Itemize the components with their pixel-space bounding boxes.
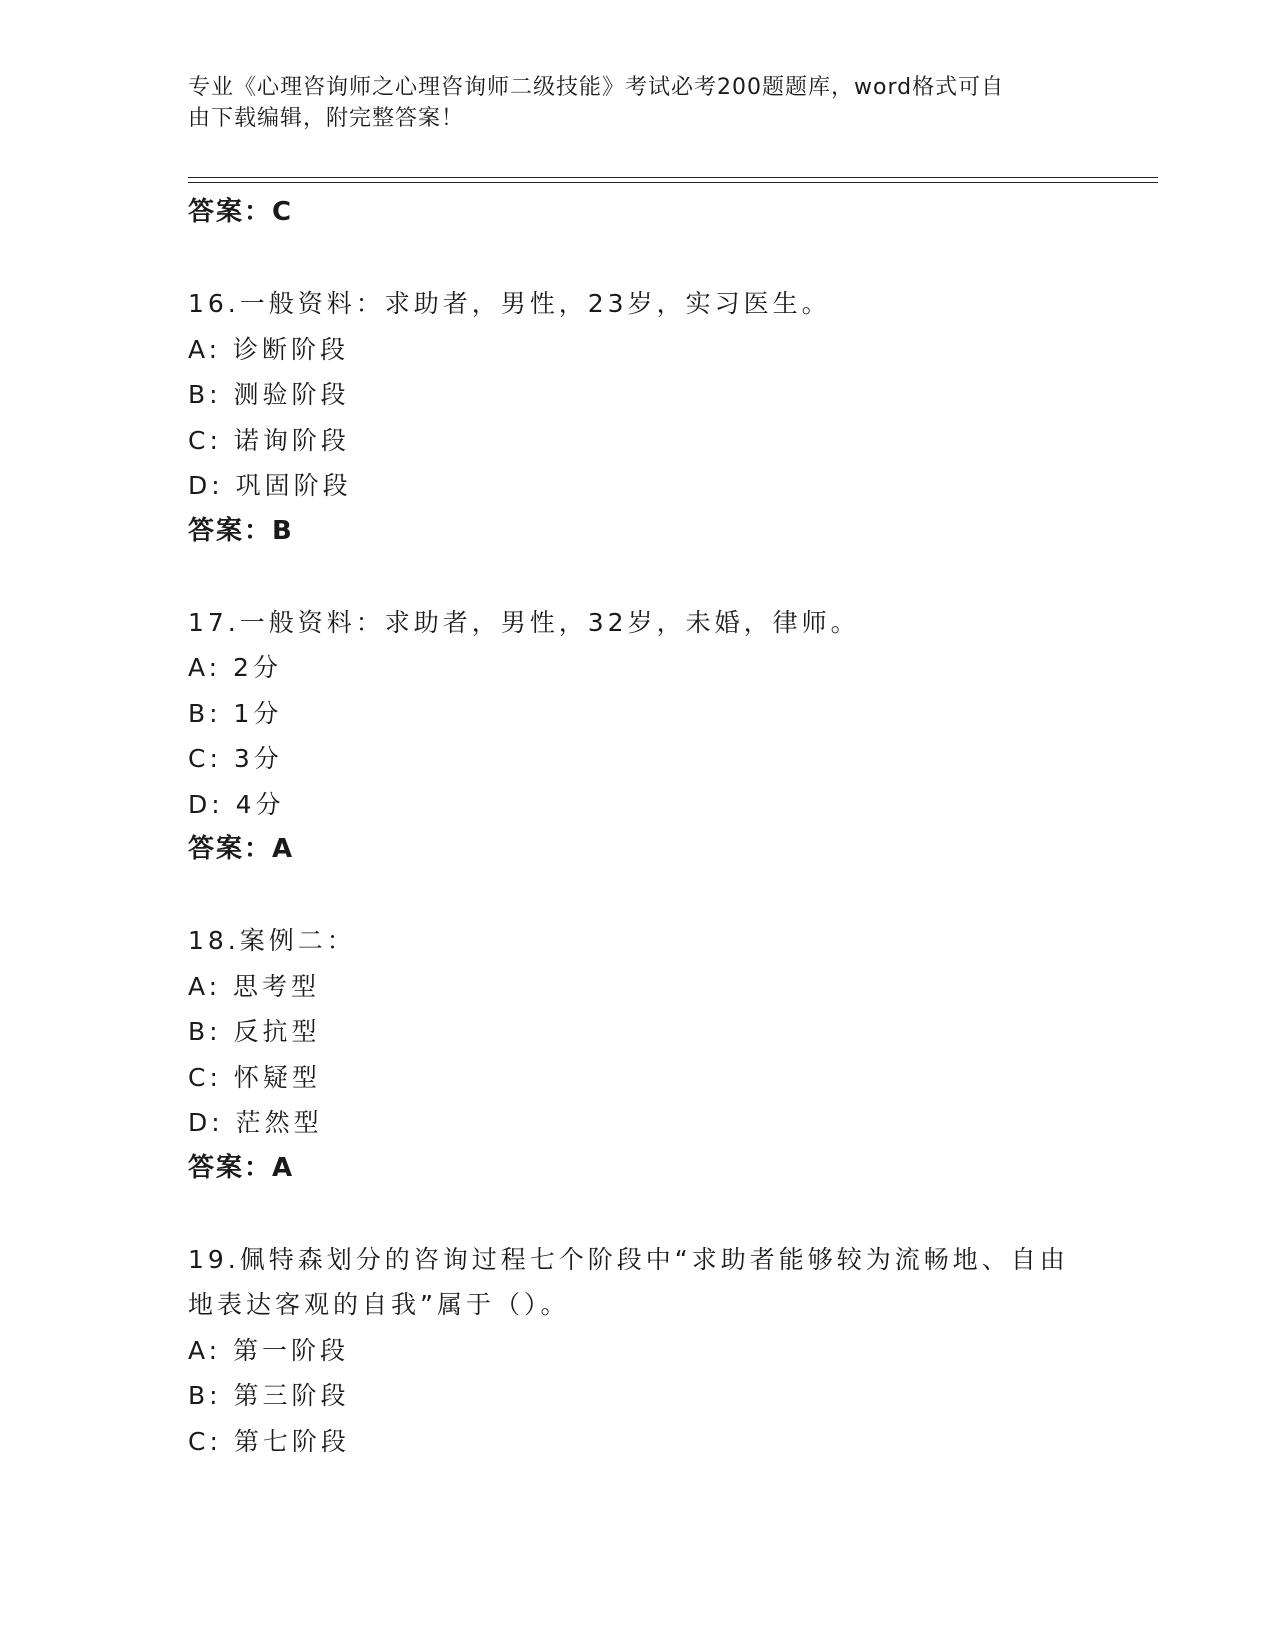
header-line-2: 由下载编辑，附完整答案！: [188, 106, 465, 131]
spacer: [188, 554, 1158, 600]
spacer: [188, 236, 1158, 282]
answer-line: [188, 1146, 1158, 1192]
answer-line: [188, 827, 1158, 873]
option-c: C: 诺询阶段: [188, 425, 350, 455]
header-rule-bottom: [188, 182, 1158, 183]
answer-value: A: [272, 1152, 295, 1183]
option-d: D: 茫然型: [188, 1108, 323, 1137]
question-stem: 16.一般资料：求助者，男性，23岁，实习医生。: [188, 289, 831, 318]
option-d: D: 4分: [188, 789, 285, 819]
question-stem-line-1: 19.佩特森划分的咨询过程七个阶段中“求助者能够较为流畅地、自由: [188, 1244, 1069, 1274]
header-rule-top: [188, 177, 1158, 178]
option-a: A: 第一阶段: [188, 1335, 350, 1365]
option-b: B: 测验阶段: [188, 380, 350, 409]
answer-line: [188, 190, 1158, 236]
question-stem-line-2: 地表达客观的自我”属于（）。: [188, 1290, 570, 1319]
answer-label: 答案：: [188, 834, 273, 864]
question-stem: 18.案例二：: [188, 926, 356, 955]
option-c: C: 第七阶段: [188, 1426, 350, 1456]
option-c: C: 3分: [188, 744, 283, 773]
option-a: A: 诊断阶段: [188, 334, 350, 364]
answer-value: B: [272, 515, 294, 546]
document-header: [188, 72, 1068, 134]
answer-value: C: [272, 197, 294, 227]
option-a: A: 思考型: [188, 971, 321, 1001]
option-b: B: 反抗型: [188, 1017, 321, 1046]
answer-label: 答案：: [188, 515, 273, 546]
answer-label: 答案：: [188, 1152, 273, 1183]
answer-value: A: [272, 834, 295, 864]
option-d: D: 巩固阶段: [188, 471, 352, 500]
option-b: B: 1分: [188, 698, 283, 728]
option-a: A: 2分: [188, 653, 282, 682]
header-line-1: 专业《心理咨询师之心理咨询师二级技能》考试必考200题题库，word格式可自: [188, 75, 1005, 100]
spacer: [188, 1191, 1158, 1237]
option-c: C: 怀疑型: [188, 1062, 321, 1092]
answer-line: [188, 509, 1158, 555]
spacer: [188, 873, 1158, 919]
option-b: B: 第三阶段: [188, 1381, 350, 1410]
answer-label: 答案：: [188, 197, 273, 227]
question-list: [188, 190, 1158, 1464]
question-stem: 17.一般资料：求助者，男性，32岁，未婚，律师。: [188, 607, 860, 637]
